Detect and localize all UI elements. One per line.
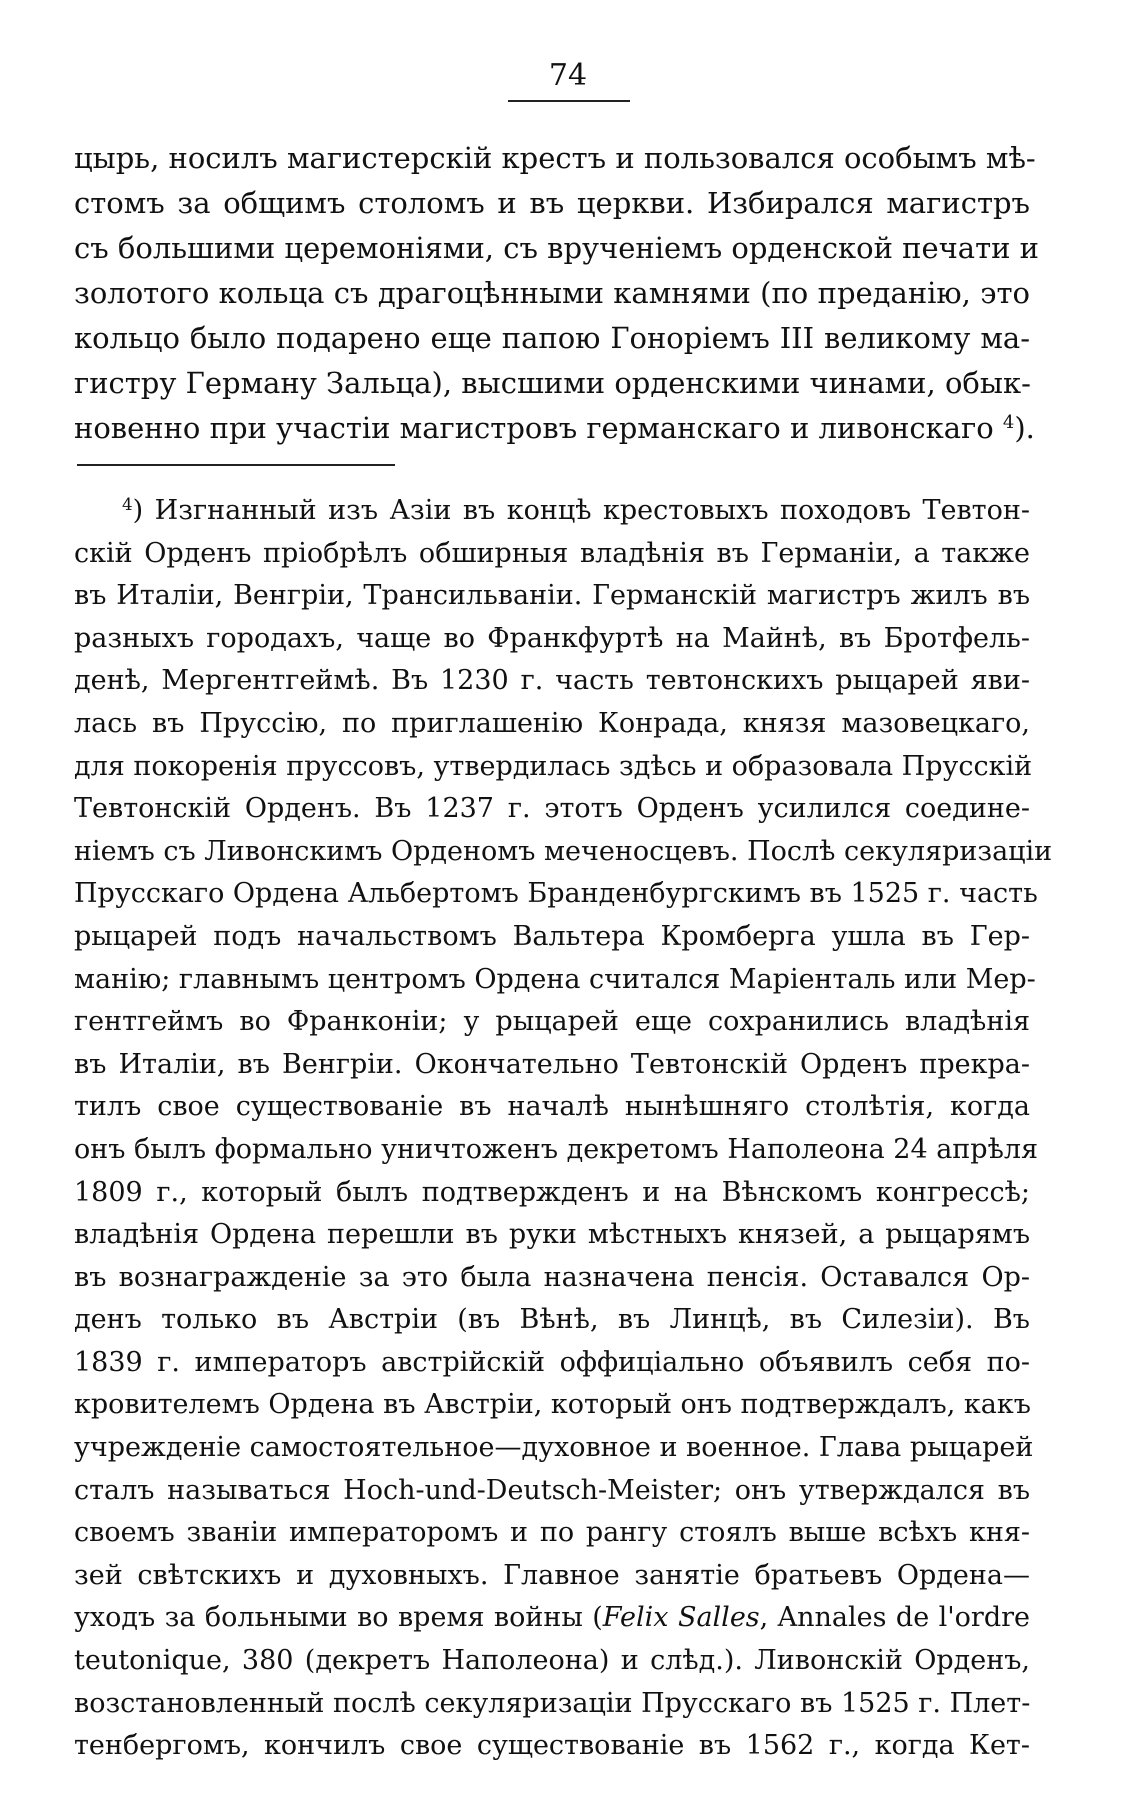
- footnote-line: кровителемъ Ордена въ Австріи, который онъ подтверждалъ, какъ: [74, 1389, 1031, 1421]
- page-number: 74: [548, 58, 588, 93]
- footnote-line: денѣ, Мергентгеймѣ. Въ 1230 г. часть тевтонскихъ рыцарей яви-: [74, 665, 1030, 697]
- main-line-last: [74, 406, 1035, 451]
- footnote-line: разныхъ городахъ, чаще во Франкфуртѣ на Майнѣ, въ Бротфель-: [74, 622, 1030, 654]
- footnote-line: скій Орденъ пріобрѣлъ обширныя владѣнія въ Германіи, а также: [74, 537, 1030, 569]
- citation-author: Felix Salles: [602, 1602, 760, 1634]
- footnote-first-text: ) Изгнанный изъ Азіи въ концѣ крестовыхъ походовъ Тевтон-: [132, 495, 1030, 526]
- footnote-line: 1809 г., который былъ подтвержденъ и на Вѣнскомъ конгрессѣ;: [74, 1176, 1030, 1208]
- footnote-line: въ Италіи, въ Венгріи. Окончательно Тевтонскій Орденъ прекра-: [74, 1048, 1030, 1080]
- footnote-line: гентгеймъ во Франконіи; у рыцарей еще сохранились владѣнія: [74, 1006, 1030, 1038]
- page-number-rule: [508, 100, 630, 102]
- footnote-line: тилъ свое существованіе въ началѣ нынѣшняго столѣтія, когда: [74, 1091, 1030, 1123]
- main-line: съ большими церемоніями, съ врученіемъ орденской печати и: [74, 231, 1040, 265]
- footnote-line: сталъ называться Hoch-und-Deutsch-Meister; онъ утверждался въ: [74, 1474, 1030, 1506]
- footnote-line: тенбергомъ, кончилъ свое существованіе въ 1562 г., когда Кет-: [74, 1730, 1030, 1762]
- footnote-line-first: [74, 490, 1030, 533]
- footnote-line: своемъ званіи императоромъ и по рангу стоялъ выше всѣхъ кня-: [74, 1517, 1030, 1549]
- citation-before: уходъ за больными во время войны (: [74, 1602, 603, 1634]
- footnote-reference[interactable]: 4: [1002, 412, 1015, 434]
- footnote-line: возстановленный послѣ секуляризаціи Прусскаго въ 1525 г. Плет-: [74, 1687, 1031, 1719]
- main-text: [74, 136, 1040, 451]
- main-line: золотого кольца съ драгоцѣнными камнями (по преданію, это: [74, 276, 1030, 310]
- footnote: [74, 490, 1053, 1768]
- footnote-line: учрежденіе самостоятельное—духовное и военное. Глава рыцарей: [74, 1432, 1034, 1464]
- main-line-text: новенно при участіи магистровъ германскаго и ливонскаго: [74, 411, 994, 445]
- footnote-line: рыцарей подъ начальствомъ Вальтера Кромберга ушла въ Гер-: [74, 920, 1030, 952]
- footnote-line: для покоренія пруссовъ, утвердилась здѣсь и образовала Прусскій: [74, 750, 1033, 782]
- footnote-line: Тевтонскій Орденъ. Въ 1237 г. этотъ Орденъ усилился соедине-: [74, 793, 1030, 825]
- footnote-line: онъ былъ формально уничтоженъ декретомъ Наполеона 24 апрѣля: [74, 1133, 1039, 1165]
- footnote-line: въ Италіи, Венгріи, Трансильваніи. Германскій магистръ жилъ въ: [74, 580, 1030, 612]
- footnote-line: денъ только въ Австріи (въ Вѣнѣ, въ Линцѣ, въ Силезіи). Въ: [74, 1304, 1030, 1336]
- footnote-line-citation: [74, 1597, 1030, 1640]
- footnote-line: зей свѣтскихъ и духовныхъ. Главное занятіе братьевъ Ордена—: [74, 1559, 1030, 1591]
- main-line: кольцо было подарено еще папою Гоноріемъ III великому ма-: [74, 321, 1030, 355]
- footnote-separator: [77, 464, 395, 466]
- main-line: стомъ за общимъ столомъ и въ церкви. Избирался магистръ: [74, 186, 1030, 220]
- main-line: гистру Герману Зальца), высшими орденскими чинами, обык-: [74, 366, 1031, 400]
- footnote-line: манію; главнымъ центромъ Ордена считался Маріенталь или Мер-: [74, 963, 1036, 995]
- footnote-line: въ вознагражденіе за это была назначена пенсія. Оставался Ор-: [74, 1261, 1030, 1293]
- footnote-line: ніемъ съ Ливонскимъ Орденомъ меченосцевъ. Послѣ секуляризаціи: [74, 835, 1053, 867]
- citation-after: , Annales de l'ordre: [759, 1602, 1030, 1634]
- main-line: цырь, носилъ магистерскій крестъ и пользовался особымъ мѣ-: [74, 141, 1036, 175]
- footnote-marker: 4: [122, 493, 133, 514]
- footnote-line: teutonique, 380 (декретъ Наполеона) и слѣд.). Ливонскій Орденъ,: [74, 1645, 1030, 1677]
- footnote-line: владѣнія Ордена перешли въ руки мѣстныхъ князей, а рыцарямъ: [74, 1219, 1030, 1251]
- footnote-line: Прусскаго Ордена Альбертомъ Бранденбургскимъ въ 1525 г. часть: [74, 878, 1038, 910]
- footnote-line: 1839 г. императоръ австрійскій оффиціально объявилъ себя по-: [74, 1346, 1030, 1378]
- footnote-line: лась въ Пруссію, по приглашенію Конрада, князя мазовецкаго,: [74, 707, 1030, 739]
- main-line-end: ).: [1014, 411, 1035, 445]
